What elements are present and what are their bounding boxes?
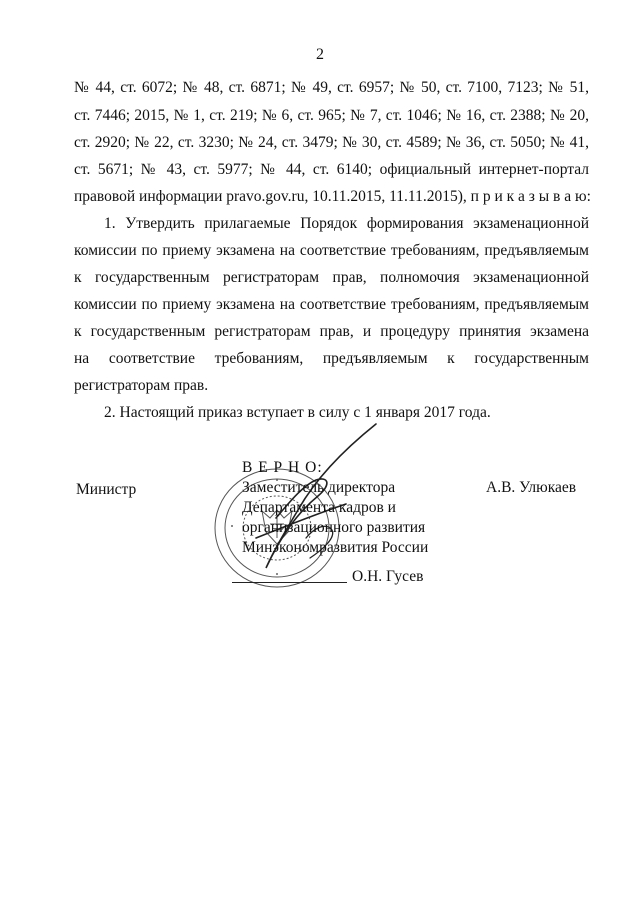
text-line: комиссии по приему экзамена на соответствие требованиям, предъявляемым: [74, 296, 589, 313]
text-line: комиссии по приему экзамена на соответствие требованиям, предъявляемым: [74, 242, 589, 259]
text-line: ст. 7446; 2015, № 1, ст. 219; № 6, ст. 965; № 7, ст. 1046; № 16, ст. 2388; № 20,: [74, 107, 589, 124]
page-number: 2: [316, 46, 324, 63]
certifier-line: Минэкономразвития России: [242, 539, 429, 556]
text-line: к государственным регистраторам прав, и процедуру принятия экзамена: [74, 323, 589, 340]
text-line: ст. 5671; № 43, ст. 5977; № 44, ст. 6140; официальный интернет-портал: [74, 161, 589, 178]
signature-underline: [232, 582, 347, 583]
text-line: правовой информации pravo.gov.ru, 10.11.2015, 11.11.2015), п р и к а з ы в а ю:: [74, 188, 591, 205]
text-line: № 44, ст. 6072; № 48, ст. 6871; № 49, ст. 6957; № 50, ст. 7100, 7123; № 51,: [74, 79, 589, 96]
verno-label: В Е Р Н О:: [242, 459, 323, 476]
text-line: 1. Утвердить прилагаемые Порядок формирования экзаменационной: [104, 215, 589, 232]
minister-name: А.В. Улюкаев: [486, 479, 577, 496]
certifier-line: Департамента кадров и: [242, 499, 396, 516]
text-line: к государственным регистраторам прав, полномочия экзаменационной: [74, 269, 589, 286]
certifier-line: Заместитель директора: [242, 479, 396, 496]
text-line: регистраторам прав.: [74, 377, 209, 394]
minister-title: Министр: [76, 481, 137, 498]
text-line: ст. 2920; № 22, ст. 3230; № 24, ст. 3479; № 30, ст. 4589; № 36, ст. 5050; № 41,: [74, 134, 589, 151]
text-line: на соответствие требованиям, предъявляемым к государственным: [74, 350, 589, 367]
text-line: 2. Настоящий приказ вступает в силу с 1 января 2017 года.: [104, 404, 491, 421]
certifier-name: О.Н. Гусев: [352, 568, 424, 585]
certifier-line: организационного развития: [242, 519, 426, 536]
